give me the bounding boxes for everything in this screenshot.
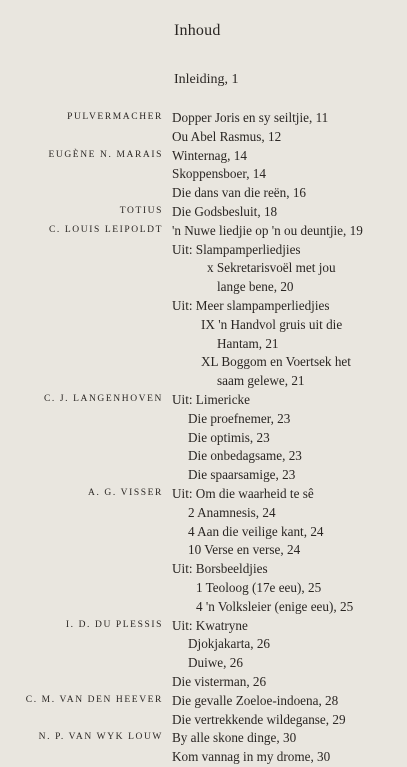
toc-row <box>0 335 407 354</box>
toc-row <box>0 748 407 767</box>
toc-entry: 4 'n Volksleier (enige eeu), 25 <box>196 598 354 614</box>
toc-row <box>0 485 407 504</box>
toc-row <box>0 466 407 485</box>
toc-entry: Djokjakarta, 26 <box>188 636 271 652</box>
toc-row <box>0 316 407 335</box>
toc-entry: Die onbedagsame, 23 <box>188 448 302 464</box>
toc-entry: Uit: Meer slampamperliedjies <box>172 297 330 313</box>
table-of-contents <box>0 109 407 767</box>
toc-entry: Die Godsbesluit, 18 <box>172 203 278 219</box>
toc-row <box>0 147 407 166</box>
toc-row <box>0 410 407 429</box>
author-name: C. J. LANGENHOVEN <box>43 393 163 404</box>
toc-entry: Uit: Kwatryne <box>172 617 248 633</box>
toc-row <box>0 297 407 316</box>
toc-entry: Die visterman, 26 <box>172 673 267 689</box>
page-title: Inhoud <box>174 22 221 39</box>
toc-entry: Dopper Joris en sy seiltjie, 11 <box>172 110 329 125</box>
toc-row <box>0 109 407 128</box>
toc-entry: Ou Abel Rasmus, 12 <box>172 128 282 144</box>
toc-row <box>0 617 407 636</box>
toc-row <box>0 372 407 391</box>
author-name: TOTIUS <box>119 205 163 216</box>
author-name: N. P. VAN WYK LOUW <box>38 732 163 743</box>
intro-entry: Inleiding, 1 <box>174 72 239 87</box>
toc-entry: Die optimis, 23 <box>188 429 270 445</box>
toc-row <box>0 278 407 297</box>
toc-entry: Hantam, 21 <box>217 335 279 351</box>
toc-row <box>0 579 407 598</box>
toc-row <box>0 184 407 203</box>
toc-entry: Uit: Om die waarheid te sê <box>172 485 314 501</box>
toc-row <box>0 711 407 730</box>
toc-entry: Skoppensboer, 14 <box>172 166 266 182</box>
toc-entry: Uit: Borsbeeldjies <box>172 561 268 577</box>
toc-row <box>0 541 407 560</box>
toc-row <box>0 654 407 673</box>
toc-entry: XL Boggom en Voertsek het <box>201 354 351 370</box>
toc-row <box>0 222 407 241</box>
toc-entry: Die spaarsamige, 23 <box>188 467 296 483</box>
toc-entry: Die vertrekkende wildeganse, 29 <box>172 711 346 727</box>
toc-row <box>0 673 407 692</box>
toc-row <box>0 692 407 711</box>
toc-entry: By alle skone dinge, 30 <box>172 730 297 746</box>
author-name: C. LOUIS LEIPOLDT <box>48 224 163 235</box>
toc-row <box>0 729 407 748</box>
toc-row <box>0 128 407 147</box>
toc-row <box>0 391 407 410</box>
toc-entry: Uit: Limericke <box>172 391 250 407</box>
toc-entry: Kom vannag in my drome, 30 <box>172 749 331 765</box>
toc-row <box>0 504 407 523</box>
toc-entry: Die dans van die reën, 16 <box>172 185 307 201</box>
toc-entry: Die gevalle Zoeloe-indoena, 28 <box>172 692 339 708</box>
author-name: EUGÈNE N. MARAIS <box>48 149 163 160</box>
toc-entry: IX 'n Handvol gruis uit die <box>201 316 343 332</box>
toc-row <box>0 447 407 466</box>
toc-row <box>0 203 407 222</box>
toc-entry: 10 Verse en verse, 24 <box>188 542 301 558</box>
author-name: C. M. VAN DEN HEEVER <box>25 694 163 705</box>
toc-entry: Winternag, 14 <box>172 147 247 163</box>
toc-row <box>0 598 407 617</box>
toc-row <box>0 165 407 184</box>
toc-entry: 2 Anamnesis, 24 <box>188 504 276 520</box>
toc-entry: 4 Aan die veilige kant, 24 <box>188 523 324 539</box>
toc-row <box>0 635 407 654</box>
toc-row <box>0 241 407 260</box>
toc-row <box>0 560 407 579</box>
toc-entry: Duiwe, 26 <box>188 655 243 671</box>
author-name: A. G. VISSER <box>88 487 163 498</box>
toc-row <box>0 353 407 372</box>
author-name: I. D. DU PLESSIS <box>65 619 163 630</box>
toc-entry: saam gelewe, 21 <box>217 373 305 389</box>
toc-row <box>0 523 407 542</box>
toc-entry: Uit: Slampamperliedjies <box>172 241 301 257</box>
toc-row <box>0 429 407 448</box>
toc-entry: lange bene, 20 <box>217 279 294 295</box>
toc-entry: x Sekretarisvoël met jou <box>207 260 336 276</box>
toc-entry: Die proefnemer, 23 <box>188 410 291 426</box>
toc-entry: 'n Nuwe liedjie op 'n ou deuntjie, 19 <box>172 222 363 238</box>
toc-row <box>0 259 407 278</box>
author-name: PULVERMACHER <box>67 112 163 122</box>
toc-entry: 1 Teoloog (17e eeu), 25 <box>196 579 322 595</box>
